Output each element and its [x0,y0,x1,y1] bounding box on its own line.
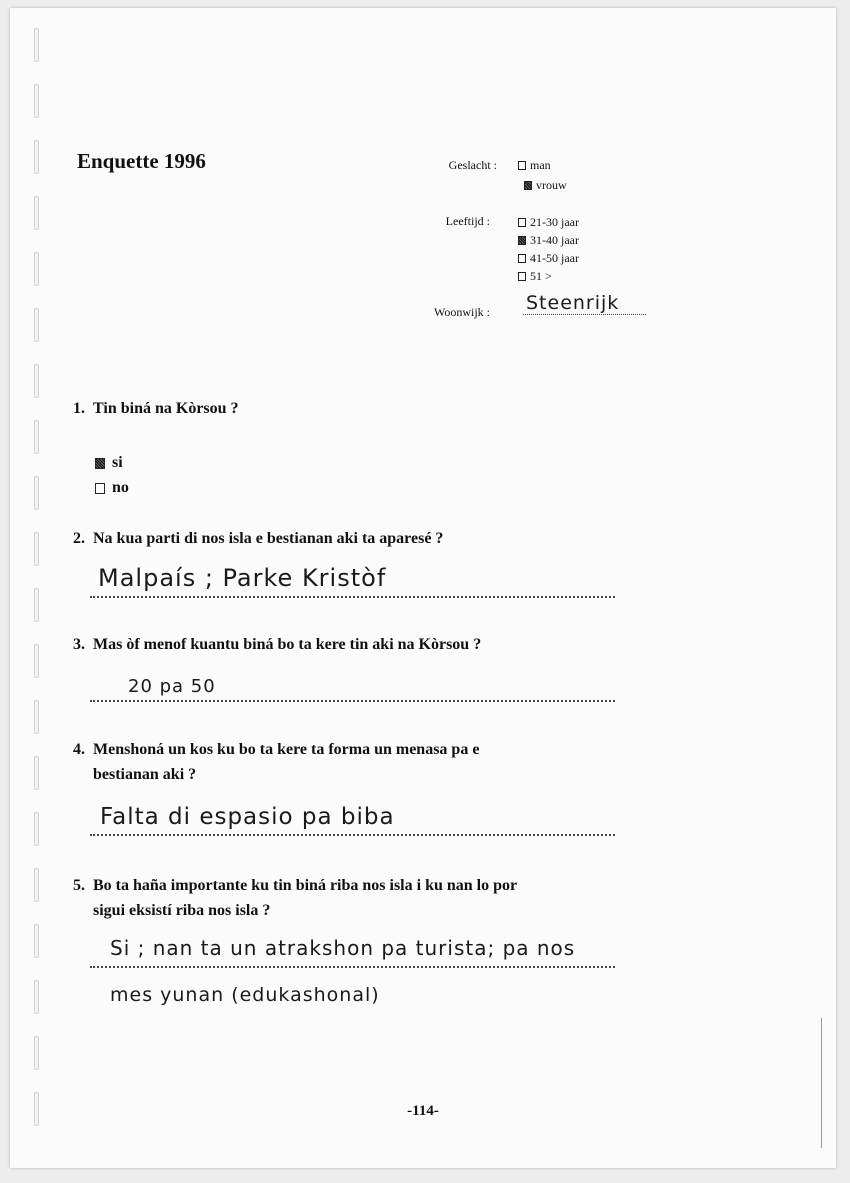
page-title: Enquette 1996 [77,149,206,173]
question-3-answer[interactable]: 20 pa 50 [128,676,216,697]
question-4 [73,737,633,787]
binder-hole [34,924,39,958]
question-2 [73,526,633,551]
answer-line [90,700,615,702]
question-2-answer[interactable]: Malpaís ; Parke Kristòf [98,564,387,592]
question-text: Tin biná na Kòrsou ? [93,400,239,417]
survey-page [10,8,836,1168]
binder-hole [34,84,39,118]
question-text: Menshoná un kos ku bo ta kere ta forma un menasa pa e [93,741,480,758]
checkbox-icon [518,218,526,227]
binder-hole [34,700,39,734]
age-option-21-30[interactable] [518,215,579,230]
binder-holes [34,18,40,1158]
age-option-51[interactable] [518,269,552,284]
binder-hole [34,980,39,1014]
checkbox-icon [518,272,526,281]
checkbox-icon [518,161,526,170]
margin-mark [821,1018,822,1148]
question-text: Na kua parti di nos isla e bestianan aki ta aparesé ? [93,530,444,547]
age-label: Leeftijd : [445,214,490,228]
binder-hole [34,756,39,790]
gender-label: Geslacht : [448,158,497,172]
binder-hole [34,364,39,398]
question-number: 4. [73,741,85,758]
question-text: Mas òf menof kuantu biná bo ta kere tin aki na Kòrsou ? [93,636,482,653]
binder-hole [34,28,39,62]
binder-hole [34,868,39,902]
binder-hole [34,308,39,342]
binder-hole [34,532,39,566]
binder-hole [34,1036,39,1070]
option-label: si [112,454,123,471]
question-number: 3. [73,636,85,653]
question-1-option-si[interactable] [95,454,123,472]
question-5-answer-line-2[interactable]: mes yunan (edukashonal) [110,984,380,1006]
checkbox-checked-icon [95,458,105,469]
question-1-option-no[interactable] [95,479,129,497]
answer-line [90,834,615,836]
option-label: 31-40 jaar [530,233,579,247]
age-option-41-50[interactable] [518,251,579,266]
answer-line [90,596,615,598]
checkbox-icon [518,254,526,263]
binder-hole [34,252,39,286]
question-number: 5. [73,877,85,894]
checkbox-checked-icon [518,236,526,245]
question-text-continued: bestianan aki ? [93,766,197,783]
question-text-continued: sigui eksistí riba nos isla ? [93,902,271,919]
binder-hole [34,588,39,622]
binder-hole [34,196,39,230]
checkbox-icon [95,483,105,494]
binder-hole [34,420,39,454]
gender-option-man[interactable] [518,158,551,173]
question-number: 1. [73,400,85,417]
question-number: 2. [73,530,85,547]
option-label: 21-30 jaar [530,215,579,229]
question-5 [73,873,633,923]
option-label: vrouw [536,178,567,192]
page-number: -114- [407,1103,439,1119]
answer-line [90,966,615,968]
question-5-answer-line-1[interactable]: Si ; nan ta un atrakshon pa turista; pa nos [110,936,576,960]
district-answer[interactable]: Steenrijk [526,292,620,314]
district-answer-line [523,314,646,315]
option-label: man [530,158,551,172]
binder-hole [34,140,39,174]
question-text: Bo ta haña importante ku tin biná riba nos isla i ku nan lo por [93,877,518,894]
checkbox-checked-icon [524,181,532,190]
gender-option-vrouw[interactable] [524,178,567,193]
binder-hole [34,476,39,510]
option-label: 41-50 jaar [530,251,579,265]
question-4-answer[interactable]: Falta di espasio pa biba [100,804,395,830]
binder-hole [34,644,39,678]
age-option-31-40[interactable] [518,233,579,248]
option-label: no [112,479,129,496]
option-label: 51 > [530,269,552,283]
question-1 [73,396,633,421]
question-3 [73,632,633,657]
binder-hole [34,812,39,846]
district-label: Woonwijk : [433,305,490,319]
